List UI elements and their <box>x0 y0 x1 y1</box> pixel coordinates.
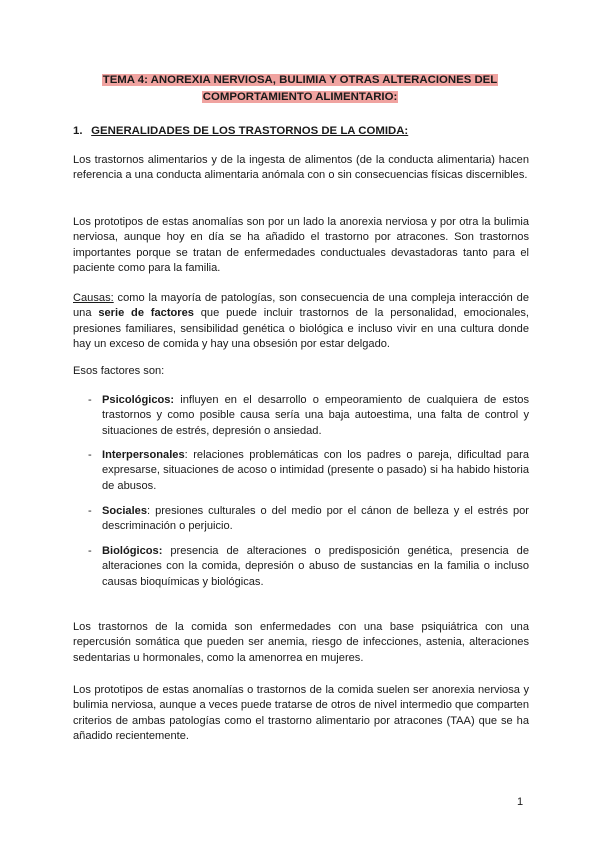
factor-label: Psicológicos: <box>102 394 175 406</box>
factor-text: presencia de alteraciones o predisposición genética, presencia de alteraciones con la comida, depresión o abuso de sustancias en la familia o incluso causas bioquímicas y biológicas. <box>102 545 529 588</box>
document-title <box>0 72 600 106</box>
factor-text: influyen en el desarrollo o empeoramiento de cualquiera de estos trastornos y como posible causa sería una baja autoestima, una falta de control y situaciones de estrés, depresión o ansiedad. <box>102 394 529 437</box>
factor-label: Sociales <box>102 505 148 517</box>
list-dash: - <box>88 449 92 461</box>
title-line-1: TEMA 4: ANOREXIA NERVIOSA, BULIMIA Y OTRAS ALTERACIONES DEL <box>102 74 498 86</box>
paragraph-somatic: Los trastornos de la comida son enfermedades con una base psiquiátrica con una repercusión somática que pueden ser anemia, riesgo de infecciones, astenia, alteraciones sedentarias u hormonales, como la amenorrea en mujeres. <box>73 621 529 664</box>
section-number: 1. <box>73 125 83 137</box>
list-item <box>90 448 529 494</box>
causes-text-b: que puede incluir trastornos de la personalidad, emocionales, presiones familiares, sensibilidad genética o biológica e incluso vivir en una cultura donde hay un exceso de comida y hay una obsesión por estar delgado. <box>73 307 529 351</box>
list-dash: - <box>88 394 92 406</box>
page-number: 1 <box>517 796 524 808</box>
paragraph-prototypes-2: Los prototipos de estas anomalías o trastornos de la comida suelen ser anorexia nerviosa y bulimia nerviosa, aunque a veces puede tratarse de otros de nivel intermedio que comparten criterios de ambas patologías como el trastorno alimentario por atracones (TAA) que se ha añadido recientemente. <box>73 684 529 743</box>
causes-text-a: como la mayoría de patologías, son consecuencia de una compleja interacción de una <box>73 292 529 320</box>
paragraph-causes <box>73 291 529 353</box>
list-dash: - <box>88 505 92 517</box>
list-item <box>90 393 529 439</box>
paragraph-factors-intro: Esos factores son: <box>73 365 165 377</box>
section-heading-text: GENERALIDADES DE LOS TRASTORNOS DE LA COMIDA: <box>91 125 409 137</box>
paragraph-prototypes: Los prototipos de estas anomalías son por un lado la anorexia nerviosa y por otra la bulimia nerviosa, aunque hoy en día se ha añadido el trastorno por atracones. Son trastornos importantes porque se tratan de enfermedades conductuales devastadoras tanto para el paciente como para la familia. <box>73 216 529 275</box>
list-item <box>90 504 529 535</box>
list-item <box>90 544 529 590</box>
causes-label: Causas: <box>73 292 114 304</box>
factor-label: Interpersonales <box>102 449 185 461</box>
factor-text: : presiones culturales o del medio por el cánon de belleza y el estrés por descriminación o perjuicio. <box>102 505 529 533</box>
title-line-2: COMPORTAMIENTO ALIMENTARIO: <box>202 91 398 103</box>
list-dash: - <box>88 545 92 557</box>
causes-bold: serie de factores <box>98 307 194 320</box>
section-heading <box>73 124 408 139</box>
paragraph-intro: Los trastornos alimentarios y de la ingesta de alimentos (de la conducta alimentaria) hacen referencia a una conducta alimentaria anómala con o sin consecuencias físicas discernibles. <box>73 154 529 182</box>
factor-label: Biológicos: <box>102 545 163 557</box>
factor-text: : relaciones problemáticas con los padres o pareja, dificultad para expresarse, situaciones de acoso o intimidad (presente o pasado) si ha habido historia de abusos. <box>102 449 529 492</box>
